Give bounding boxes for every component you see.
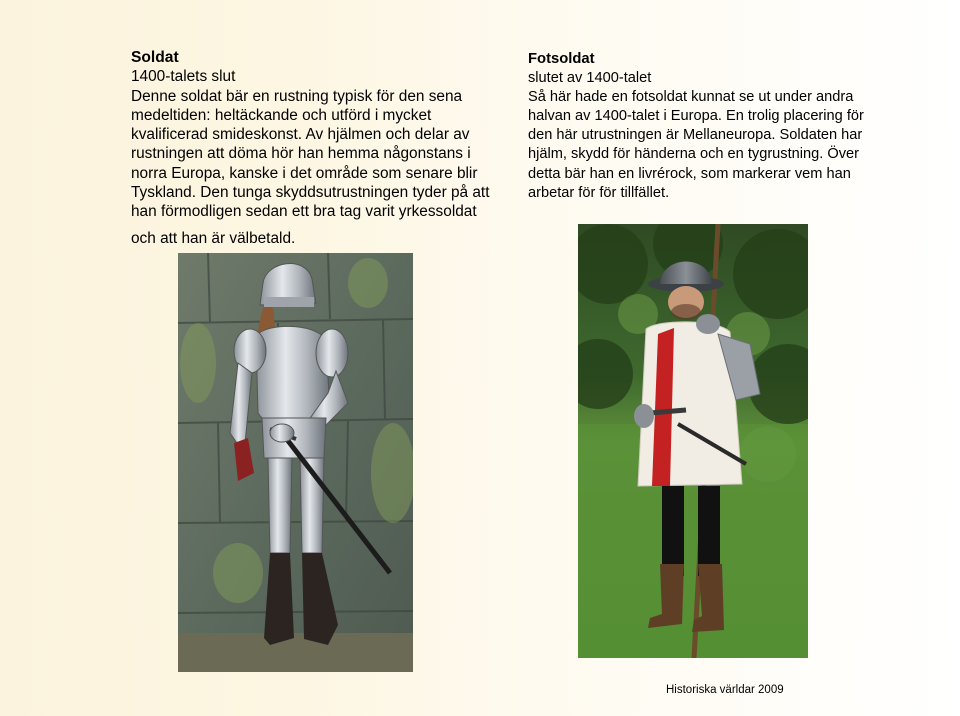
left-text-column bbox=[131, 48, 511, 248]
left-body-line: han förmodligen sedan ett bra tag varit yrkessoldat bbox=[131, 203, 477, 221]
foot-soldier-photo bbox=[578, 224, 808, 658]
armored-knight-photo bbox=[178, 253, 413, 672]
right-body-line: halvan av 1400-talet i Europa. En trolig placering för bbox=[528, 108, 864, 125]
right-subheading: slutet av 1400-talet bbox=[528, 70, 652, 87]
right-body-line: den här utrustningen är Mellaneuropa. Soldaten har bbox=[528, 127, 863, 144]
right-body-line: detta bär han en livrérock, som markerar vem han bbox=[528, 165, 851, 182]
right-body-line: Så här hade en fotsoldat kunnat se ut under andra bbox=[528, 89, 854, 106]
left-body-last-line: och att han är välbetald. bbox=[131, 229, 296, 247]
left-body-line: Tyskland. Den tunga skyddsutrustningen tyder på att bbox=[131, 184, 490, 202]
left-subheading: 1400-talets slut bbox=[131, 68, 236, 86]
right-body-line: arbetar för för tillfället. bbox=[528, 184, 670, 201]
right-heading: Fotsoldat bbox=[528, 51, 595, 67]
footer-credit: Historiska världar 2009 bbox=[666, 684, 784, 696]
left-body-line: medeltiden: heltäckande och utförd i mycket bbox=[131, 106, 432, 124]
left-body-line: kvalificerad smideskonst. Av hjälmen och delar av bbox=[131, 126, 470, 144]
armored-knight-illustration bbox=[178, 253, 413, 672]
foot-soldier-illustration bbox=[578, 224, 808, 658]
left-body-line: norra Europa, kanske i det område som senare blir bbox=[131, 164, 478, 182]
left-heading: Soldat bbox=[131, 49, 179, 66]
left-body-line: Denne soldat bär en rustning typisk för den sena bbox=[131, 87, 463, 105]
right-text-column bbox=[528, 50, 908, 203]
right-body-line: hjälm, skydd för händerna och en tygrustning. Över bbox=[528, 146, 859, 163]
left-body-line: rustningen att döma hör han hemma någonstans i bbox=[131, 145, 471, 163]
